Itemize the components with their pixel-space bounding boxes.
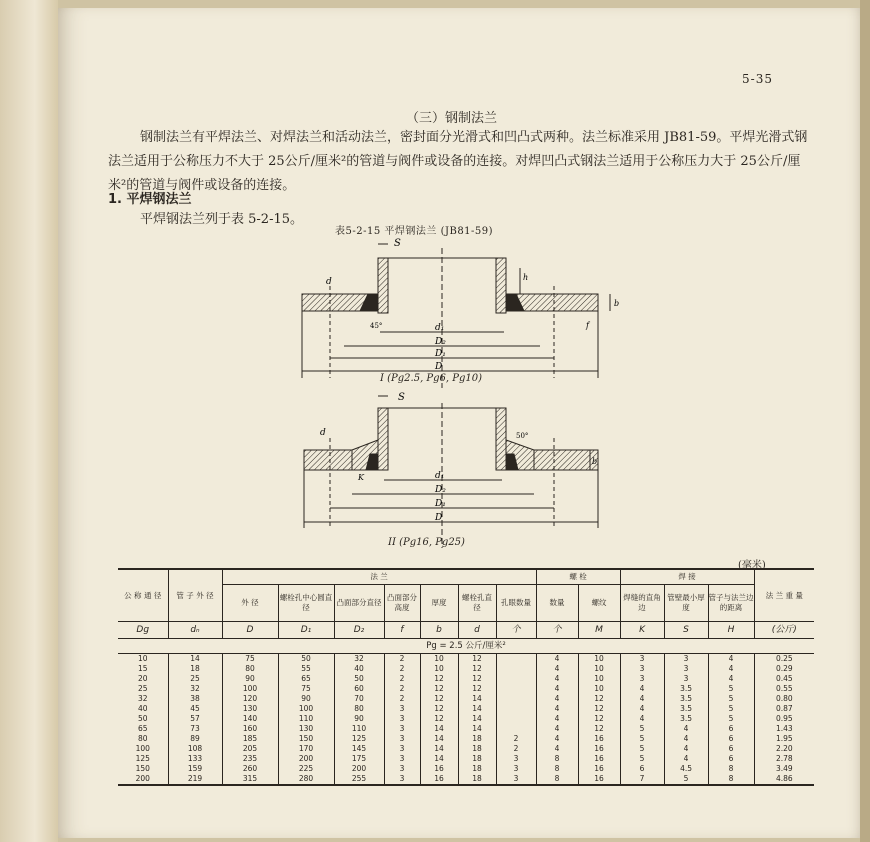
table-cell: 14 (458, 714, 496, 724)
unit-label: (毫米) (738, 560, 766, 571)
table-cell: 15 (137, 664, 148, 673)
col-H-header: 管子与法兰边的距离 (708, 585, 754, 622)
table-cell: 159 (168, 764, 222, 774)
type-1-label: I (Pg2.5, Pg6, Pg10) (380, 373, 483, 384)
table-cell: 5 (708, 714, 754, 724)
dim-S-label-2: S (398, 392, 405, 403)
col-weight-header: 法 兰 重 量 (754, 569, 814, 622)
table-cell: 5 (620, 754, 664, 764)
table-cell: 16 (578, 764, 620, 774)
table-cell: 4 (536, 684, 578, 694)
symbol-cell: 个 (536, 622, 578, 639)
table-cell: 16 (578, 774, 620, 785)
table-cell: 2.20 (754, 744, 814, 754)
table-cell: 4 (620, 714, 664, 724)
table-cell: 160 (222, 724, 278, 734)
table-cell: 18 (168, 664, 222, 674)
table-cell: 205 (222, 744, 278, 754)
page-edge (860, 0, 870, 842)
table-cell: 8 (536, 754, 578, 764)
table-cell (496, 684, 536, 694)
table-cell: 125 (334, 734, 384, 744)
table-cell: 4 (664, 734, 708, 744)
dim-d1-label: d₁ (435, 323, 445, 333)
table-cell (496, 654, 536, 665)
table-reference: 平焊钢法兰列于表 5-2-15。 (140, 212, 304, 227)
table-cell: 75 (222, 654, 278, 665)
table-cell: 110 (278, 714, 334, 724)
table-cell: 280 (278, 774, 334, 785)
table-cell: 45 (168, 704, 222, 714)
table-cell: 3 (664, 674, 708, 684)
group-weld-header: 焊 接 (620, 569, 754, 585)
table-cell: 14 (458, 694, 496, 704)
table-cell: 5 (664, 774, 708, 785)
table-cell: 14 (420, 754, 458, 764)
dim-d1-label-2: d₁ (435, 471, 445, 481)
table-cell: 14 (420, 724, 458, 734)
table-cell: 0.45 (754, 674, 814, 684)
dim-b-label: b (614, 299, 620, 308)
table-cell: 40 (334, 664, 384, 674)
section-title: （三）钢制法兰 (406, 111, 498, 126)
table-row (118, 694, 814, 704)
table-cell: 185 (222, 734, 278, 744)
table-cell: 4 (536, 674, 578, 684)
symbol-cell: D₁ (278, 622, 334, 639)
table-cell: 133 (168, 754, 222, 764)
table-cell: 4 (536, 694, 578, 704)
table-cell: 3.5 (664, 684, 708, 694)
table-row (118, 704, 814, 714)
subheading: 1. 平焊钢法兰 (108, 192, 192, 207)
symbol-cell: dₙ (168, 622, 222, 639)
table-cell: 3 (384, 754, 420, 764)
table-cell: 0.95 (754, 714, 814, 724)
dim-K-label: K (358, 473, 364, 482)
table-cell: 90 (278, 694, 334, 704)
flange-type-1-drawing (302, 244, 610, 388)
table-cell: 18 (458, 744, 496, 754)
table-cell: 3 (620, 674, 664, 684)
table-cell: 4 (620, 704, 664, 714)
table-cell: 5 (620, 734, 664, 744)
table-cell: 6 (708, 734, 754, 744)
table-cell: 4 (536, 664, 578, 674)
table-cell: 40 (137, 704, 148, 713)
col-S-header: 管壁最小厚度 (664, 585, 708, 622)
table-cell: 0.80 (754, 694, 814, 704)
table-cell (496, 724, 536, 734)
table-cell: 50 (334, 674, 384, 684)
table-cell: 20 (137, 674, 148, 683)
table-cell: 200 (334, 764, 384, 774)
type-2-label: II (Pg16, Pg25) (388, 537, 465, 548)
table-cell: 4 (536, 704, 578, 714)
table-row (118, 764, 814, 774)
table-cell: 140 (222, 714, 278, 724)
table-cell: 8 (708, 764, 754, 774)
table-row (118, 774, 814, 785)
table-cell: 200 (118, 774, 168, 785)
table-cell: 14 (420, 734, 458, 744)
table-cell: 18 (458, 774, 496, 785)
table-cell: 16 (578, 734, 620, 744)
angle-45-label: 45° (370, 322, 383, 330)
table-cell: 32 (168, 684, 222, 694)
col-f-header: 凸面部分高度 (384, 585, 420, 622)
table-cell: 10 (578, 664, 620, 674)
table-cell: 12 (420, 684, 458, 694)
table-row (118, 674, 814, 684)
col-pipe-header: 管 子 外 径 (168, 569, 222, 622)
table-cell: 65 (278, 674, 334, 684)
table-cell: 50 (137, 714, 148, 723)
symbol-cell: H (708, 622, 754, 639)
table-cell: 70 (334, 694, 384, 704)
angle-50-label: 50° (516, 432, 529, 440)
table-cell: 65 (137, 724, 148, 733)
table-cell: 90 (334, 714, 384, 724)
col-count-header: 孔眼数量 (496, 585, 536, 622)
table-cell: 100 (278, 704, 334, 714)
table-cell: 90 (222, 674, 278, 684)
table-cell: 14 (168, 654, 222, 665)
table-cell: 130 (278, 724, 334, 734)
table-cell: 1.43 (754, 724, 814, 734)
table-cell: 12 (458, 654, 496, 665)
table-cell: 10 (420, 664, 458, 674)
table-cell: 6 (708, 754, 754, 764)
table-cell: 38 (168, 694, 222, 704)
col-D2-header: 凸面部分直径 (334, 585, 384, 622)
table-cell: 3 (496, 774, 536, 785)
group-bolt-header: 螺 栓 (536, 569, 620, 585)
dim-f-label: f (586, 321, 589, 330)
symbol-cell: d (458, 622, 496, 639)
table-cell: 18 (458, 734, 496, 744)
table-cell: 260 (222, 764, 278, 774)
table-cell: 5 (708, 684, 754, 694)
table-cell: 145 (334, 744, 384, 754)
table-cell: 150 (135, 764, 150, 773)
table-cell: 3 (384, 764, 420, 774)
table-cell: 130 (222, 704, 278, 714)
table-cell: 12 (458, 664, 496, 674)
dim-d-label-2: d (320, 428, 326, 438)
flange-type-2-drawing (304, 396, 598, 548)
table-cell: 3 (496, 754, 536, 764)
table-cell: 3 (384, 704, 420, 714)
table-cell: 3 (664, 664, 708, 674)
table-cell: 3 (496, 764, 536, 774)
symbol-cell: f (384, 622, 420, 639)
page-number: 5-35 (742, 72, 773, 86)
table-cell: 14 (458, 724, 496, 734)
table-cell: 3 (384, 724, 420, 734)
table-cell: 1.95 (754, 734, 814, 744)
table-cell: 3.5 (664, 694, 708, 704)
table-cell: 3 (384, 734, 420, 744)
table-cell: 14 (420, 744, 458, 754)
table-cell: 2 (384, 654, 420, 665)
table-cell: 100 (222, 684, 278, 694)
table-cell: 4 (536, 734, 578, 744)
table-cell: 12 (420, 694, 458, 704)
table-cell: 5 (620, 744, 664, 754)
table-cell: 5 (708, 694, 754, 704)
table-cell: 3 (620, 664, 664, 674)
table-cell: 8 (708, 774, 754, 785)
table-cell: 12 (458, 684, 496, 694)
table-cell: 3 (384, 774, 420, 785)
table-cell: 18 (458, 754, 496, 764)
dim-D-label-2: D (435, 513, 443, 523)
symbol-cell: K (620, 622, 664, 639)
table-cell: 2 (384, 674, 420, 684)
table-cell (496, 674, 536, 684)
table-cell: 6 (708, 744, 754, 754)
table-row (118, 714, 814, 724)
table-row (118, 724, 814, 734)
table-cell: 225 (278, 764, 334, 774)
table-cell: 8 (536, 774, 578, 785)
table-cell: 25 (168, 674, 222, 684)
table-cell: 73 (168, 724, 222, 734)
table-cell: 10 (578, 684, 620, 694)
group-flange-header: 法 兰 (222, 569, 536, 585)
table-cell: 4 (664, 724, 708, 734)
table-cell: 10 (420, 654, 458, 665)
table-cell: 4 (620, 684, 664, 694)
table-cell: 12 (458, 674, 496, 684)
dim-D2-label: D₂ (435, 337, 446, 347)
table-cell: 125 (135, 754, 150, 763)
col-D-header: 外 径 (222, 585, 278, 622)
dim-h-label: h (523, 273, 529, 282)
table-cell: 32 (334, 654, 384, 665)
table-row (118, 664, 814, 674)
table-cell: 255 (334, 774, 384, 785)
col-D1-header: 螺栓孔中心圆直径 (278, 585, 334, 622)
table-cell: 10 (578, 654, 620, 665)
table-cell: 3.5 (664, 704, 708, 714)
table-cell: 219 (168, 774, 222, 785)
table-cell: 2 (384, 684, 420, 694)
table-cell: 18 (458, 764, 496, 774)
table-cell: 14 (458, 704, 496, 714)
table-cell: 2 (384, 664, 420, 674)
table-cell: 12 (578, 704, 620, 714)
table-cell (496, 714, 536, 724)
col-thread-header: 螺纹 (578, 585, 620, 622)
table-cell: 4 (536, 744, 578, 754)
dim-b-label-2: b (592, 457, 598, 466)
table-cell: 2 (384, 694, 420, 704)
table-cell: 7 (620, 774, 664, 785)
table-cell: 4 (708, 674, 754, 684)
table-cell: 110 (334, 724, 384, 734)
table-cell: 4 (536, 724, 578, 734)
table-cell: 16 (420, 764, 458, 774)
table-cell: 16 (420, 774, 458, 785)
table-cell: 10 (578, 674, 620, 684)
table-cell: 89 (168, 734, 222, 744)
col-nominal-header: 公 称 通 径 (118, 569, 168, 622)
table-cell: 150 (278, 734, 334, 744)
table-cell (496, 694, 536, 704)
symbol-cell: D (222, 622, 278, 639)
flange-table (118, 568, 814, 786)
pressure-rating-row: Pg = 2.5 公斤/厘米² (118, 639, 814, 654)
table-cell: 4 (708, 654, 754, 665)
symbol-cell: b (420, 622, 458, 639)
table-cell: 55 (278, 664, 334, 674)
table-row (118, 654, 814, 665)
table-cell: 16 (578, 754, 620, 764)
body-paragraph: 钢制法兰有平焊法兰、对焊法兰和活动法兰，密封面分光滑式和凹凸式两种。法兰标准采用 JB81-59。平焊光滑式钢法兰适用于公称压力不大于 25公斤/厘米²的管道与阀件或设备的连接。对焊凹凸式钢法兰适用于公称压力大于 25公斤/厘米²的管道与阀件或设备的连接。 (108, 130, 808, 193)
dim-d-label: d (326, 277, 332, 287)
table-cell: 170 (278, 744, 334, 754)
table-cell (496, 664, 536, 674)
table-cell: 12 (420, 714, 458, 724)
col-bolt-count-header: 数量 (536, 585, 578, 622)
symbol-cell: 个 (496, 622, 536, 639)
table-cell: 12 (578, 724, 620, 734)
table-cell: 2 (496, 744, 536, 754)
table-cell: 108 (168, 744, 222, 754)
table-cell (496, 704, 536, 714)
symbol-cell: S (664, 622, 708, 639)
dim-S-label: S (394, 238, 401, 249)
table-cell: 3 (384, 744, 420, 754)
table-cell: 0.87 (754, 704, 814, 714)
table-cell: 0.25 (754, 654, 814, 665)
table-cell: 80 (222, 664, 278, 674)
col-d-header: 螺栓孔直径 (458, 585, 496, 622)
table-cell: 75 (278, 684, 334, 694)
table-cell: 4 (536, 654, 578, 665)
table-row (118, 744, 814, 754)
table-cell: 12 (420, 674, 458, 684)
table-cell: 2.78 (754, 754, 814, 764)
table-cell: 8 (536, 764, 578, 774)
table-cell: 4 (664, 754, 708, 764)
symbol-cell: (公斤) (754, 622, 814, 639)
table-cell: 200 (278, 754, 334, 764)
flange-diagram (290, 228, 640, 548)
table-cell: 32 (137, 694, 148, 703)
table-cell: 120 (222, 694, 278, 704)
table-row (118, 734, 814, 744)
table-body (118, 654, 814, 786)
table-cell: 4 (536, 714, 578, 724)
table-cell: 4.86 (754, 774, 814, 785)
dim-D2-label-2: D₂ (435, 485, 446, 495)
table-cell: 3 (620, 654, 664, 665)
symbol-cell: M (578, 622, 620, 639)
table-cell: 3.5 (664, 714, 708, 724)
dim-D1-label: D₁ (435, 349, 446, 359)
table-cell: 60 (334, 684, 384, 694)
table-cell: 175 (334, 754, 384, 764)
dim-D1-label-2: D₁ (435, 499, 446, 509)
col-b-header: 厚度 (420, 585, 458, 622)
table-cell: 12 (578, 714, 620, 724)
table-cell: 10 (137, 654, 148, 663)
table-cell: 0.55 (754, 684, 814, 694)
table-cell: 235 (222, 754, 278, 764)
table-cell: 5 (708, 704, 754, 714)
table-cell: 50 (278, 654, 334, 665)
table-cell: 5 (620, 724, 664, 734)
table-cell: 3 (664, 654, 708, 665)
table-cell: 16 (578, 744, 620, 754)
table-cell: 4 (708, 664, 754, 674)
table-cell: 3.49 (754, 764, 814, 774)
table-cell: 12 (578, 694, 620, 704)
table-cell: 4 (620, 694, 664, 704)
table-cell: 315 (222, 774, 278, 785)
table-cell: 0.29 (754, 664, 814, 674)
table-cell: 2 (496, 734, 536, 744)
table-cell: 57 (168, 714, 222, 724)
table-row (118, 754, 814, 764)
symbol-cell: D₂ (334, 622, 384, 639)
table-row (118, 684, 814, 694)
table-cell: 80 (334, 704, 384, 714)
symbol-cell: Dg (118, 622, 168, 639)
table-cell: 3 (384, 714, 420, 724)
table-cell: 6 (708, 724, 754, 734)
table-cell: 80 (137, 734, 148, 743)
table-caption: 表5-2-15 平焊钢法兰 (JB81-59) (335, 226, 494, 237)
table-cell: 25 (137, 684, 148, 693)
dim-D-label: D (435, 362, 443, 372)
table-cell: 4 (664, 744, 708, 754)
table-cell: 4.5 (664, 764, 708, 774)
book-gutter (0, 0, 58, 842)
table-cell: 100 (135, 744, 150, 753)
col-K-header: 焊缝的直角边 (620, 585, 664, 622)
table-cell: 12 (420, 704, 458, 714)
table-cell: 6 (620, 764, 664, 774)
